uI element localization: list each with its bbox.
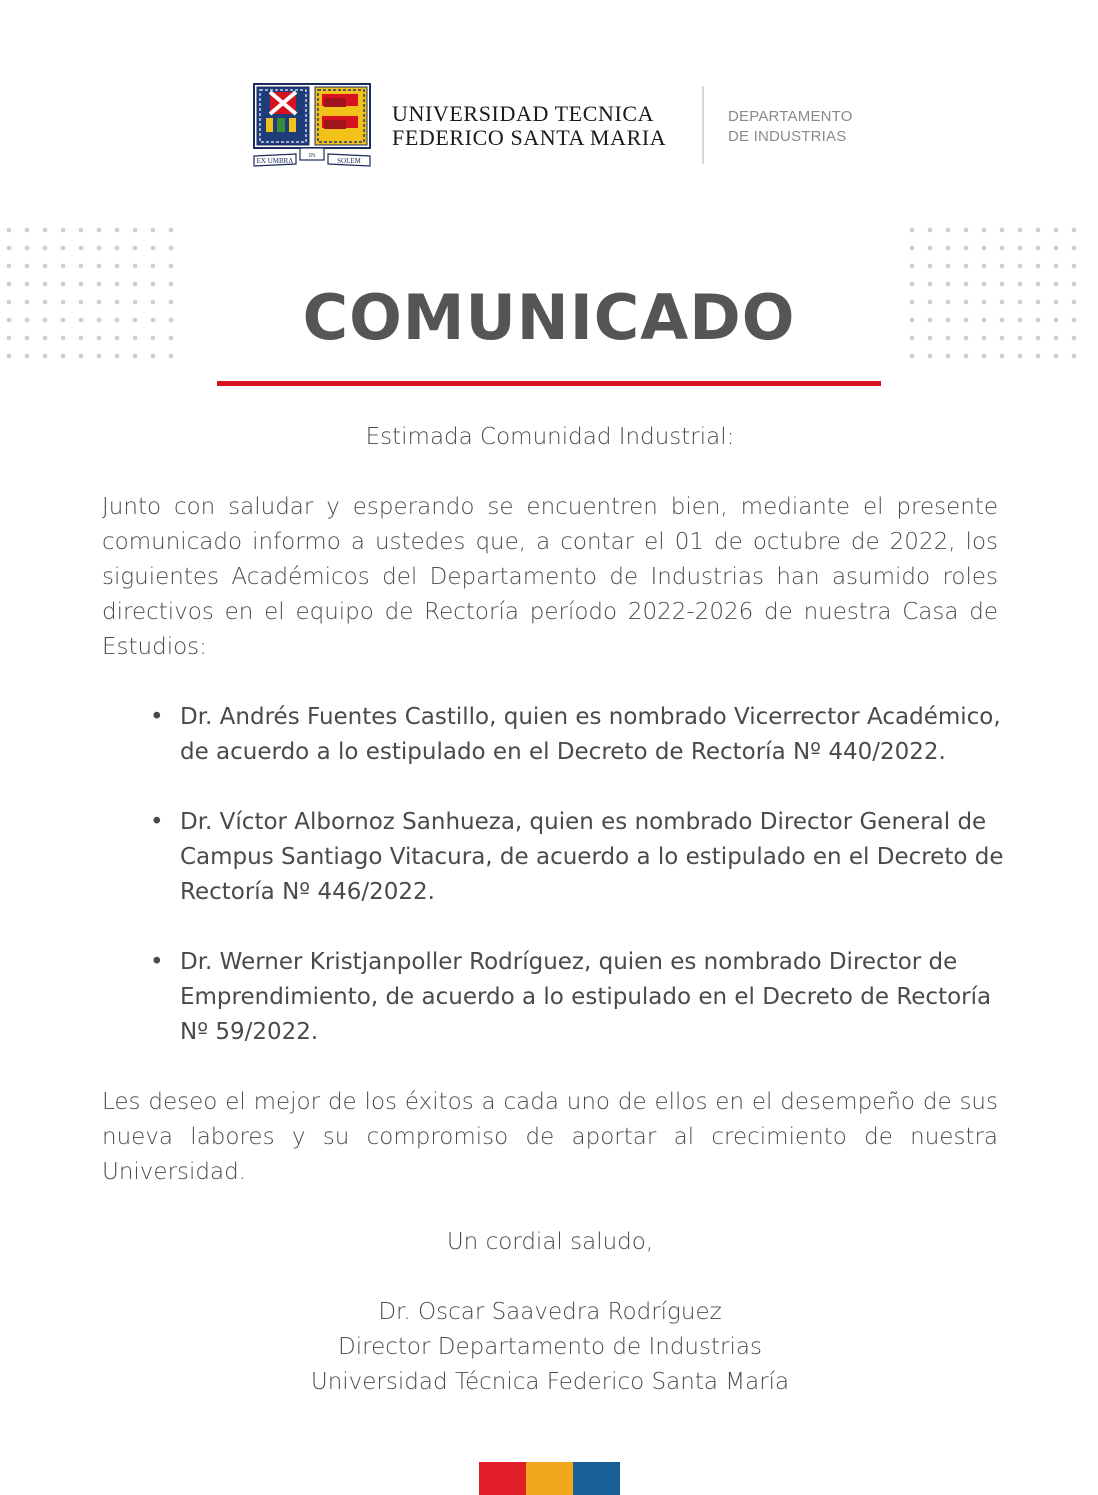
- page-title: COMUNICADO: [302, 281, 796, 354]
- department-name-line2: DE INDUSTRIAS: [728, 128, 847, 145]
- letterhead: [252, 80, 872, 172]
- color-block-yellow: [526, 1462, 573, 1495]
- footer-color-bar: [479, 1462, 620, 1495]
- bullet-icon: •: [150, 809, 164, 835]
- university-crest-logo: [252, 82, 372, 170]
- svg-text:EX UMBRA: EX UMBRA: [256, 157, 294, 165]
- bullet-icon: •: [150, 949, 164, 975]
- greeting: Estimada Comunidad Industrial:: [365, 424, 735, 450]
- closing-paragraph: Les deseo el mejor de los éxitos a cada uno de ellos en el desempeño de sus nueva labores y su compromiso de aportar al crecimiento de nuestra Universidad.: [102, 1089, 998, 1185]
- color-block-red: [479, 1462, 526, 1495]
- signatory-institution: Universidad Técnica Federico Santa María: [310, 1369, 790, 1395]
- header-divider: [702, 86, 704, 164]
- appointment-list-item: [102, 805, 1012, 910]
- department-name: [728, 107, 853, 147]
- svg-text:SOLEM: SOLEM: [337, 157, 361, 165]
- university-name-line2: FEDERICO SANTA MARIA: [392, 125, 667, 150]
- signature-block: [102, 1295, 998, 1400]
- university-name-line1: UNIVERSIDAD TECNICA: [392, 101, 655, 126]
- intro-paragraph: Junto con saludar y esperando se encuentren bien, mediante el presente comunicado informo a ustedes que, a contar el 01 de octubre de 2022, los siguientes Académicos del Departamento de Industrias han asumido roles directivos en el equipo de Rectoría período 2022-2026 de nuestra Casa de Estudios:: [102, 494, 998, 660]
- department-name-line1: DEPARTAMENTO: [728, 108, 853, 125]
- appointment-list-item: [102, 700, 1012, 770]
- appointment-text: Dr. Werner Kristjanpoller Rodríguez, quien es nombrado Director de Emprendimiento, de acuerdo a lo estipulado en el Decreto de Rectoría Nº 59/2022.: [180, 949, 992, 1045]
- color-block-blue: [573, 1462, 620, 1495]
- sign-off: Un cordial saludo,: [446, 1229, 654, 1255]
- appointment-text: Dr. Andrés Fuentes Castillo, quien es nombrado Vicerrector Académico, de acuerdo a lo estipulado en el Decreto de Rectoría Nº 440/2022.: [180, 704, 1001, 765]
- appointment-text: Dr. Víctor Albornoz Sanhueza, quien es nombrado Director General de Campus Santiago Vitacura, de acuerdo a lo estipulado en el Decreto de Rectoría Nº 446/2022.: [180, 809, 1004, 905]
- svg-text:IN: IN: [308, 153, 316, 159]
- university-name: [392, 102, 666, 150]
- bullet-icon: •: [150, 704, 164, 730]
- signatory-name: Dr. Oscar Saavedra Rodríguez: [378, 1299, 722, 1325]
- title-underline: [217, 381, 881, 386]
- appointment-list-item: [102, 945, 1012, 1050]
- signatory-position: Director Departamento de Industrias: [338, 1334, 762, 1360]
